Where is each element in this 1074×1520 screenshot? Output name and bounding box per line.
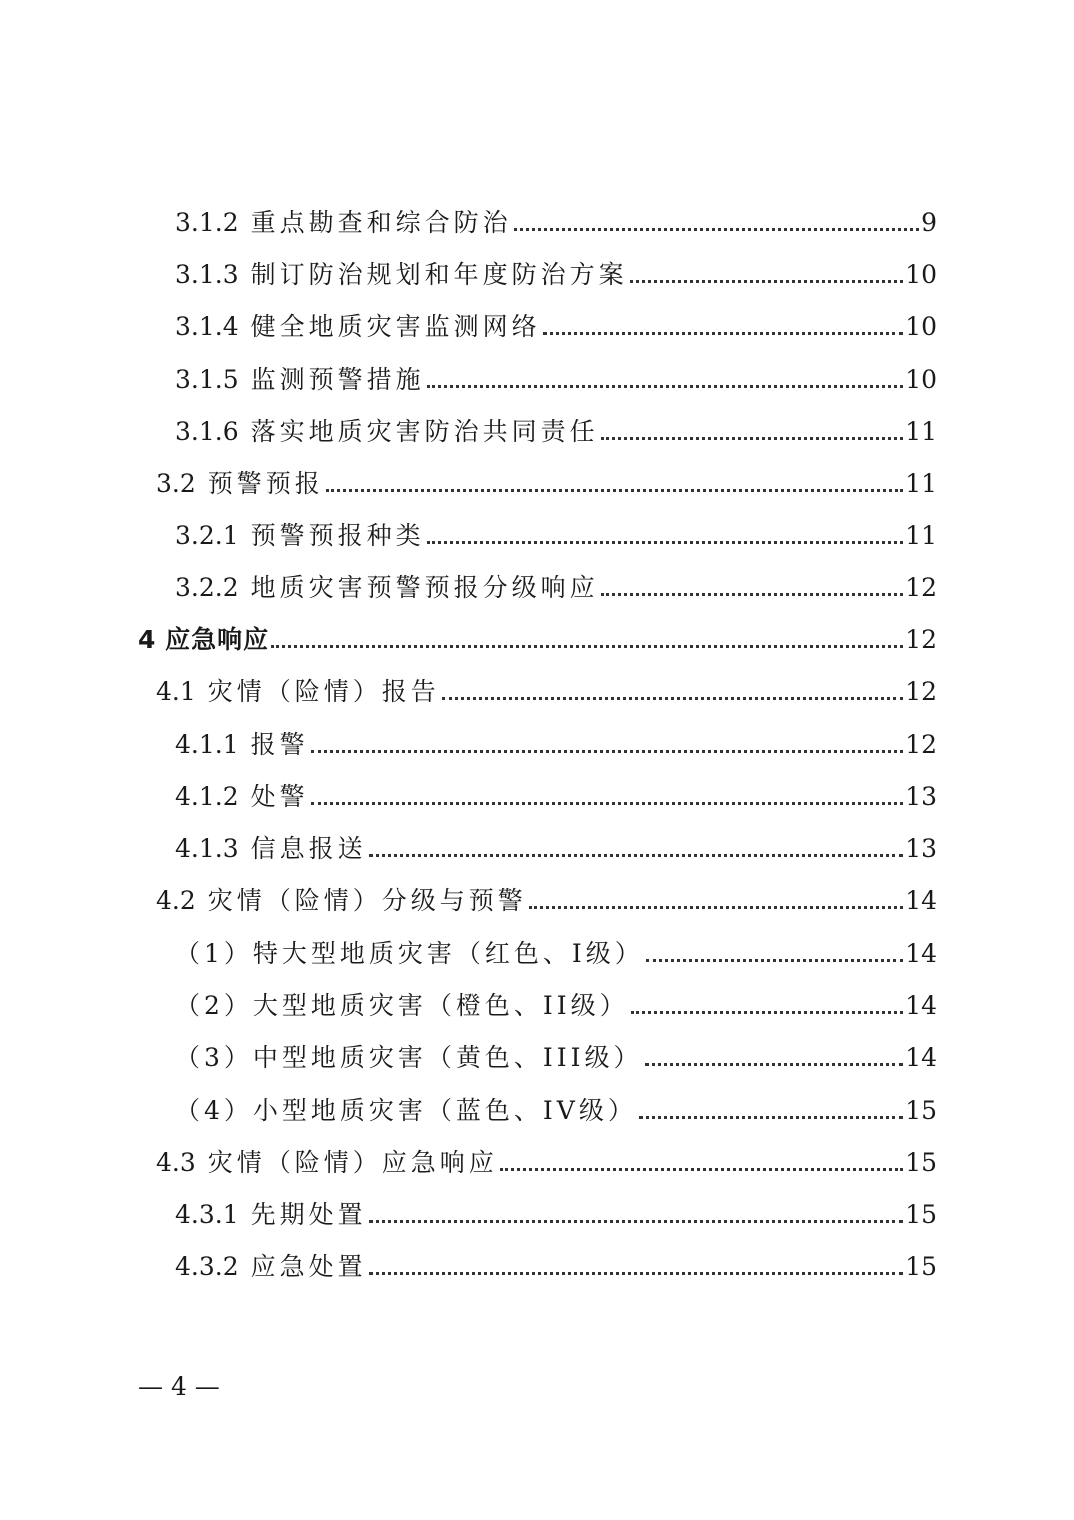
toc-page-number: 10 (905, 365, 937, 394)
toc-page-number: 13 (905, 834, 937, 863)
toc-leader-dots (639, 1102, 903, 1119)
toc-page-number: 9 (921, 208, 937, 237)
toc-leader-dots (500, 1154, 903, 1171)
page-footer-number: — 4 — (138, 1372, 220, 1401)
toc-entry-3-1-4[interactable] (175, 302, 937, 342)
toc-entry-title: 4.1.2 处警 (175, 782, 309, 811)
toc-page-number: 11 (905, 521, 937, 550)
toc-entry-title: 3.1.4 健全地质灾害监测网络 (175, 312, 541, 341)
toc-entry-3-2[interactable] (156, 459, 937, 499)
toc-entry-4-2-level-1[interactable] (175, 929, 937, 969)
toc-entry-4-1-3[interactable] (175, 824, 937, 864)
toc-entry-4-3[interactable] (156, 1138, 937, 1178)
toc-leader-dots (369, 1258, 904, 1275)
toc-leader-dots (601, 423, 904, 440)
toc-entry-title: 4.1 灾情（险情）报告 (156, 677, 440, 706)
toc-entry-title: （1）特大型地质灾害（红色、I级） (175, 939, 644, 968)
toc-entry-title: （4）小型地质灾害（蓝色、IV级） (175, 1096, 637, 1125)
toc-entry-4-2[interactable] (156, 876, 937, 916)
toc-entry-title: 3.2.2 地质灾害预警预报分级响应 (175, 573, 599, 602)
toc-page-number: 15 (905, 1096, 937, 1125)
toc-leader-dots (543, 318, 904, 335)
toc-entry-3-1-3[interactable] (175, 250, 937, 290)
toc-page-number: 12 (905, 625, 937, 654)
toc-leader-dots (326, 475, 903, 492)
toc-entry-4-1-1[interactable] (175, 720, 937, 760)
toc-entry-4-2-level-3[interactable] (175, 1033, 937, 1073)
toc-entry-4[interactable] (138, 615, 937, 655)
toc-entry-title: 4.1.1 报警 (175, 730, 309, 759)
toc-page-number: 11 (905, 417, 937, 446)
toc-entry-title: 4.2 灾情（险情）分级与预警 (156, 886, 527, 915)
toc-entry-3-2-2[interactable] (175, 563, 937, 603)
toc-leader-dots (645, 1049, 904, 1066)
toc-entry-title: 4.3 灾情（险情）应急响应 (156, 1148, 498, 1177)
toc-entry-title: 3.1.5 监测预警措施 (175, 365, 425, 394)
toc-leader-dots (369, 840, 904, 857)
toc-page-number: 14 (905, 1043, 937, 1072)
toc-page-number: 15 (905, 1200, 937, 1229)
toc-leader-dots (311, 788, 904, 805)
toc-page-number: 14 (905, 939, 937, 968)
toc-entry-4-2-level-2[interactable] (175, 981, 937, 1021)
toc-entry-title: 3.2 预警预报 (156, 469, 324, 498)
toc-entry-title: （2）大型地质灾害（橙色、II级） (175, 991, 629, 1020)
toc-leader-dots (630, 266, 904, 283)
toc-page-number: 10 (905, 312, 937, 341)
toc-entry-4-2-level-4[interactable] (175, 1086, 937, 1126)
toc-entry-title: 4.3.2 应急处置 (175, 1252, 367, 1281)
toc-entry-3-2-1[interactable] (175, 511, 937, 551)
toc-entry-title: 4.1.3 信息报送 (175, 834, 367, 863)
toc-page-number: 13 (905, 782, 937, 811)
toc-entry-3-1-6[interactable] (175, 407, 937, 447)
toc-leader-dots (514, 214, 920, 231)
toc-leader-dots (646, 945, 903, 962)
toc-entry-title: 3.1.3 制订防治规划和年度防治方案 (175, 260, 628, 289)
toc-entry-4-1-2[interactable] (175, 772, 937, 812)
toc-page-number: 12 (905, 730, 937, 759)
toc-page-number: 10 (905, 260, 937, 289)
toc-entry-title: 3.1.2 重点勘查和综合防治 (175, 208, 512, 237)
toc-leader-dots (427, 527, 904, 544)
toc-page-number: 15 (905, 1148, 937, 1177)
toc-leader-dots (631, 997, 904, 1014)
toc-entry-4-3-2[interactable] (175, 1242, 937, 1282)
toc-page-number: 12 (905, 677, 937, 706)
toc-page-number: 14 (905, 991, 937, 1020)
toc-entry-4-3-1[interactable] (175, 1190, 937, 1230)
toc-page-number: 11 (905, 469, 937, 498)
toc-entry-3-1-5[interactable] (175, 355, 937, 395)
toc-leader-dots (601, 579, 904, 596)
toc-entry-3-1-2[interactable] (175, 198, 937, 238)
toc-leader-dots (427, 371, 904, 388)
toc-page-number: 15 (905, 1252, 937, 1281)
toc-entry-title: 4.3.1 先期处置 (175, 1200, 367, 1229)
toc-entry-title: 3.2.1 预警预报种类 (175, 521, 425, 550)
toc-leader-dots (529, 892, 903, 909)
toc-leader-dots (311, 736, 904, 753)
toc-page-number: 12 (905, 573, 937, 602)
toc-leader-dots (271, 631, 903, 648)
toc-page-number: 14 (905, 886, 937, 915)
toc-entry-title: （3）中型地质灾害（黄色、III级） (175, 1043, 643, 1072)
toc-entry-title: 4 应急响应 (138, 625, 270, 654)
toc-entry-title: 3.1.6 落实地质灾害防治共同责任 (175, 417, 599, 446)
toc-entry-4-1[interactable] (156, 667, 937, 707)
toc-leader-dots (442, 683, 903, 700)
toc-leader-dots (369, 1206, 904, 1223)
